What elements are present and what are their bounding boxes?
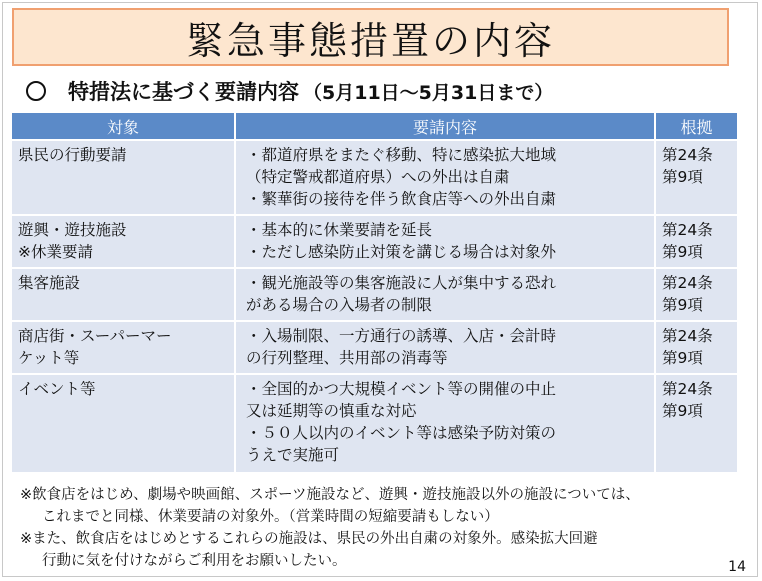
- cell-text: 県民の行動要請: [18, 146, 127, 164]
- cell-text: ・観光施設等の集客施設に人が集中する恐れ: [246, 274, 557, 292]
- request-table: [10, 111, 739, 474]
- cell-text: 第24条: [662, 274, 713, 292]
- table-row: [11, 374, 738, 473]
- cell-target: [11, 374, 235, 473]
- cell-text: 第9項: [662, 243, 703, 261]
- subtitle: [20, 76, 740, 106]
- cell-target: [11, 268, 235, 321]
- table-row: [11, 268, 738, 321]
- cell-basis: [655, 268, 738, 321]
- cell-text: 第24条: [662, 146, 713, 164]
- cell-request: [235, 140, 655, 215]
- cell-text: 第9項: [662, 296, 703, 314]
- cell-basis: [655, 321, 738, 374]
- cell-text: がある場合の入場者の制限: [246, 296, 433, 314]
- header-request: 要請内容: [235, 112, 655, 140]
- cell-basis: [655, 215, 738, 268]
- cell-text: 又は延期等の慎重な対応: [246, 402, 417, 420]
- subtitle-text: 特措法に基づく要請内容: [68, 80, 299, 104]
- cell-text: 商店街・スーパーマー: [18, 327, 172, 345]
- cell-basis: [655, 140, 738, 215]
- cell-text: 集客施設: [18, 274, 81, 292]
- cell-text: 第24条: [662, 221, 713, 239]
- subtitle-period: （5月11日～5月31日まで）: [303, 81, 554, 104]
- cell-text: うえで実施可: [246, 446, 340, 464]
- cell-text: ・基本的に休業要請を延長: [246, 221, 433, 239]
- page-number: 14: [728, 559, 746, 575]
- cell-text: の行列整理、共用部の消毒等: [246, 349, 448, 367]
- header-basis: 根拠: [655, 112, 738, 140]
- cell-target: [11, 215, 235, 268]
- cell-text: 遊興・遊技施設: [18, 221, 127, 239]
- cell-text: ケット等: [18, 349, 80, 367]
- page-title: 緊急事態措置の内容: [185, 18, 555, 63]
- cell-text: ・ただし感染防止対策を講じる場合は対象外: [246, 243, 557, 261]
- cell-text: 第24条: [662, 380, 713, 398]
- cell-text: ・都道府県をまたぐ移動、特に感染拡大地域: [246, 146, 557, 164]
- cell-request: [235, 374, 655, 473]
- header-target: 対象: [11, 112, 235, 140]
- cell-text: ・繁華街の接待を伴う飲食店等への外出自粛: [246, 190, 557, 208]
- footnote-line: これまでと同様、休業要請の対象外。（営業時間の短縮要請もしない）: [42, 509, 499, 525]
- cell-text: 第9項: [662, 349, 703, 367]
- footnote-line: ※飲食店をはじめ、劇場や映画館、スポーツ施設など、遊興・遊技施設以外の施設については、: [20, 487, 640, 503]
- cell-text: ・入場制限、一方通行の誘導、入店・会計時: [246, 327, 557, 345]
- cell-target: [11, 321, 235, 374]
- cell-request: [235, 268, 655, 321]
- table-row: [11, 321, 738, 374]
- cell-text: ・全国的かつ大規模イベント等の開催の中止: [246, 380, 557, 398]
- footnote-line: 行動に気を付けながらご利用をお願いしたい。: [42, 553, 347, 569]
- table-row: [11, 140, 738, 215]
- cell-text: ※休業要請: [18, 243, 93, 261]
- circle-bullet-icon: [26, 81, 46, 101]
- cell-text: （特定警戒都道府県）への外出は自粛: [246, 168, 510, 186]
- title-banner: [12, 8, 729, 66]
- cell-text: 第9項: [662, 402, 703, 420]
- cell-basis: [655, 374, 738, 473]
- cell-request: [235, 215, 655, 268]
- cell-target: [11, 140, 235, 215]
- table-row: [11, 215, 738, 268]
- cell-text: 第24条: [662, 327, 713, 345]
- cell-text: ・５０人以内のイベント等は感染予防対策の: [246, 424, 557, 442]
- cell-text: イベント等: [18, 380, 96, 398]
- footnote-line: ※また、飲食店をはじめとするこれらの施設は、県民の外出自粛の対象外。感染拡大回避: [20, 531, 598, 547]
- cell-text: 第9項: [662, 168, 703, 186]
- table-header-row: [11, 112, 738, 140]
- cell-request: [235, 321, 655, 374]
- footnotes: [20, 484, 740, 572]
